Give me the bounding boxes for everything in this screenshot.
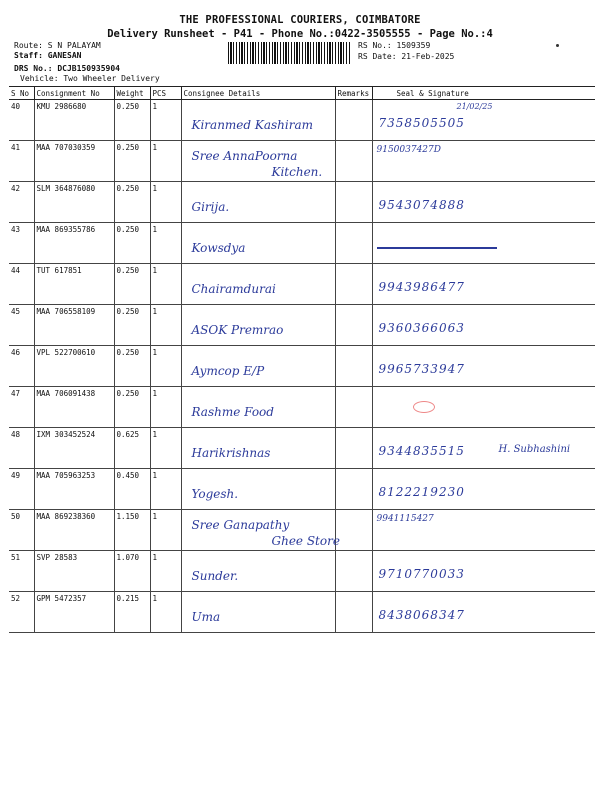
pcs-cell: 1 <box>150 387 181 428</box>
consignee-name-line2: Kitchen. <box>271 165 323 179</box>
signature-phone: 8438068347 <box>378 608 465 622</box>
sno-cell: 47 <box>9 387 34 428</box>
signature-phone: 9543074888 <box>378 198 465 212</box>
remarks-cell <box>335 141 372 182</box>
table-row <box>9 469 595 510</box>
sno-cell: 42 <box>9 182 34 223</box>
weight-cell: 0.250 <box>114 100 150 141</box>
rs-no-line <box>358 41 430 51</box>
signature-phone: 7358505505 <box>378 116 465 130</box>
signature-cell <box>372 428 595 469</box>
weight-cell: 0.250 <box>114 387 150 428</box>
col-consignment: Consignment No <box>34 87 114 100</box>
table-row <box>9 305 595 346</box>
consignee-cell <box>181 223 335 264</box>
consignment-cell: IXM 303452524 <box>34 428 114 469</box>
weight-cell: 0.250 <box>114 182 150 223</box>
signature-note: 9150037427D <box>376 145 441 155</box>
sno-cell: 40 <box>9 100 34 141</box>
rs-no-label: RS No.: <box>358 41 392 50</box>
rs-date-value: 21-Feb-2025 <box>401 52 455 61</box>
consignment-cell: MAA 706558109 <box>34 305 114 346</box>
scan-dot <box>556 44 559 47</box>
consignee-name: Sree AnnaPoorna <box>191 149 298 163</box>
remarks-cell <box>335 469 372 510</box>
consignment-cell: VPL 522700610 <box>34 346 114 387</box>
table-row <box>9 141 595 182</box>
vehicle-value: Two Wheeler Delivery <box>63 74 160 83</box>
vehicle-label: Vehicle: <box>20 74 59 83</box>
pcs-cell: 1 <box>150 592 181 633</box>
company-title: THE PROFESSIONAL COURIERS, COIMBATORE <box>179 14 421 26</box>
signature-cell <box>372 387 595 428</box>
route-line <box>14 41 101 51</box>
weight-cell: 1.150 <box>114 510 150 551</box>
runsheet-title: Delivery Runsheet - P41 - Phone No.:0422-3505555 - Page No.:4 <box>107 28 493 40</box>
signature-phone: 9710770033 <box>378 567 465 581</box>
consignee-cell <box>181 100 335 141</box>
weight-cell: 0.215 <box>114 592 150 633</box>
consignment-cell: MAA 869355786 <box>34 223 114 264</box>
consignee-name: ASOK Premrao <box>191 323 284 337</box>
signature-note: H. Subhashini <box>498 444 571 455</box>
table-header-row <box>9 87 595 100</box>
consignee-cell <box>181 469 335 510</box>
signature-cell <box>372 264 595 305</box>
pcs-cell: 1 <box>150 469 181 510</box>
consignee-cell <box>181 305 335 346</box>
rs-no-value: 1509359 <box>396 41 431 50</box>
signature-phone: 9360366063 <box>378 321 465 335</box>
barcode-image <box>228 42 350 64</box>
remarks-cell <box>335 510 372 551</box>
pcs-cell: 1 <box>150 182 181 223</box>
signature-note: 9941115427 <box>376 514 434 524</box>
signature-cell <box>372 346 595 387</box>
sno-cell: 48 <box>9 428 34 469</box>
consignment-cell: MAA 705963253 <box>34 469 114 510</box>
pcs-cell: 1 <box>150 305 181 346</box>
sno-cell: 45 <box>9 305 34 346</box>
remarks-cell <box>335 592 372 633</box>
sno-cell: 51 <box>9 551 34 592</box>
consignment-cell: GPM 5472357 <box>34 592 114 633</box>
consignee-cell <box>181 182 335 223</box>
drs-value: DCJB150935904 <box>57 64 120 73</box>
sno-cell: 43 <box>9 223 34 264</box>
sno-cell: 41 <box>9 141 34 182</box>
staff-line <box>14 51 81 61</box>
pcs-cell: 1 <box>150 141 181 182</box>
table-row <box>9 387 595 428</box>
col-sno: S No <box>9 87 34 100</box>
signature-cell <box>372 551 595 592</box>
signature-cell <box>372 469 595 510</box>
weight-cell: 0.250 <box>114 223 150 264</box>
weight-cell: 1.070 <box>114 551 150 592</box>
consignment-cell: SVP 28583 <box>34 551 114 592</box>
weight-cell: 0.450 <box>114 469 150 510</box>
remarks-cell <box>335 551 372 592</box>
consignment-cell: MAA 869238360 <box>34 510 114 551</box>
table-row <box>9 510 595 551</box>
col-remarks: Remarks <box>335 87 372 100</box>
consignment-cell: MAA 707030359 <box>34 141 114 182</box>
sno-cell: 52 <box>9 592 34 633</box>
consignee-name: Sunder. <box>191 569 239 583</box>
weight-cell: 0.250 <box>114 264 150 305</box>
consignee-name: Harikrishnas <box>191 446 271 460</box>
signature-cell <box>372 592 595 633</box>
signature-cell <box>372 182 595 223</box>
consignee-name: Kowsdya <box>191 241 246 255</box>
consignee-name: Chairamdurai <box>191 282 276 296</box>
table-row <box>9 346 595 387</box>
remarks-cell <box>335 100 372 141</box>
remarks-cell <box>335 264 372 305</box>
consignee-name: Kiranmed Kashiram <box>191 118 314 132</box>
consignment-cell: SLM 364876080 <box>34 182 114 223</box>
consignment-cell: TUT 617851 <box>34 264 114 305</box>
pcs-cell: 1 <box>150 100 181 141</box>
col-weight: Weight <box>114 87 150 100</box>
remarks-cell <box>335 305 372 346</box>
sno-cell: 46 <box>9 346 34 387</box>
staff-label: Staff: <box>14 51 43 60</box>
faint-stamp <box>413 401 435 413</box>
sno-cell: 49 <box>9 469 34 510</box>
remarks-cell <box>335 223 372 264</box>
signature-cell <box>372 305 595 346</box>
col-pcs: PCS <box>150 87 181 100</box>
pcs-cell: 1 <box>150 223 181 264</box>
remarks-cell <box>335 182 372 223</box>
weight-cell: 0.250 <box>114 346 150 387</box>
remarks-cell <box>335 346 372 387</box>
signature-phone: 9943986477 <box>378 280 465 294</box>
table-row <box>9 100 595 141</box>
delivery-table <box>9 86 595 633</box>
signature-cell <box>372 223 595 264</box>
weight-cell: 0.250 <box>114 305 150 346</box>
drs-line <box>14 64 120 74</box>
pcs-cell: 1 <box>150 551 181 592</box>
consignee-cell <box>181 387 335 428</box>
struck-signature <box>377 247 497 249</box>
signature-phone: 8122219230 <box>378 485 465 499</box>
pcs-cell: 1 <box>150 346 181 387</box>
pcs-cell: 1 <box>150 510 181 551</box>
consignee-name: Uma <box>191 610 221 624</box>
consignee-cell <box>181 141 335 182</box>
consignment-cell: MAA 706091438 <box>34 387 114 428</box>
consignee-name: Yogesh. <box>191 487 239 501</box>
route-label: Route: <box>14 41 43 50</box>
rs-date-line <box>358 52 454 62</box>
signature-cell <box>372 141 595 182</box>
col-consignee: Consignee Details <box>181 87 335 100</box>
consignee-name: Rashme Food <box>191 405 274 419</box>
table-row <box>9 264 595 305</box>
pcs-cell: 1 <box>150 264 181 305</box>
staff-value: GANESAN <box>47 51 82 60</box>
consignment-cell: KMU 2986680 <box>34 100 114 141</box>
table-row <box>9 428 595 469</box>
table-row <box>9 223 595 264</box>
rs-date-label: RS Date: <box>358 52 397 61</box>
signature-phone: 9344835515 <box>378 444 465 458</box>
weight-cell: 0.250 <box>114 141 150 182</box>
consignee-cell <box>181 346 335 387</box>
weight-cell: 0.625 <box>114 428 150 469</box>
signature-phone: 9965733947 <box>378 362 465 376</box>
consignee-cell <box>181 592 335 633</box>
remarks-cell <box>335 387 372 428</box>
table-row <box>9 592 595 633</box>
signature-cell <box>372 510 595 551</box>
remarks-cell <box>335 428 372 469</box>
consignee-cell <box>181 510 340 551</box>
sno-cell: 50 <box>9 510 34 551</box>
consignee-name-line2: Ghee Store <box>271 534 340 548</box>
consignee-name: Girija. <box>191 200 230 214</box>
route-value: S N PALAYAM <box>47 41 101 50</box>
pcs-cell: 1 <box>150 428 181 469</box>
drs-label: DRS No.: <box>14 64 53 73</box>
table-row <box>9 182 595 223</box>
sno-cell: 44 <box>9 264 34 305</box>
consignee-name: Aymcop E/P <box>191 364 265 378</box>
col-seal: Seal & Signature <box>372 87 595 100</box>
consignee-name: Sree Ganapathy <box>191 518 290 532</box>
signature-cell <box>372 100 595 141</box>
vehicle-line <box>20 74 160 84</box>
table-row <box>9 551 595 592</box>
consignee-cell <box>181 428 335 469</box>
consignee-cell <box>181 551 335 592</box>
signature-date: 21/02/25 <box>456 102 493 111</box>
consignee-cell <box>181 264 335 305</box>
